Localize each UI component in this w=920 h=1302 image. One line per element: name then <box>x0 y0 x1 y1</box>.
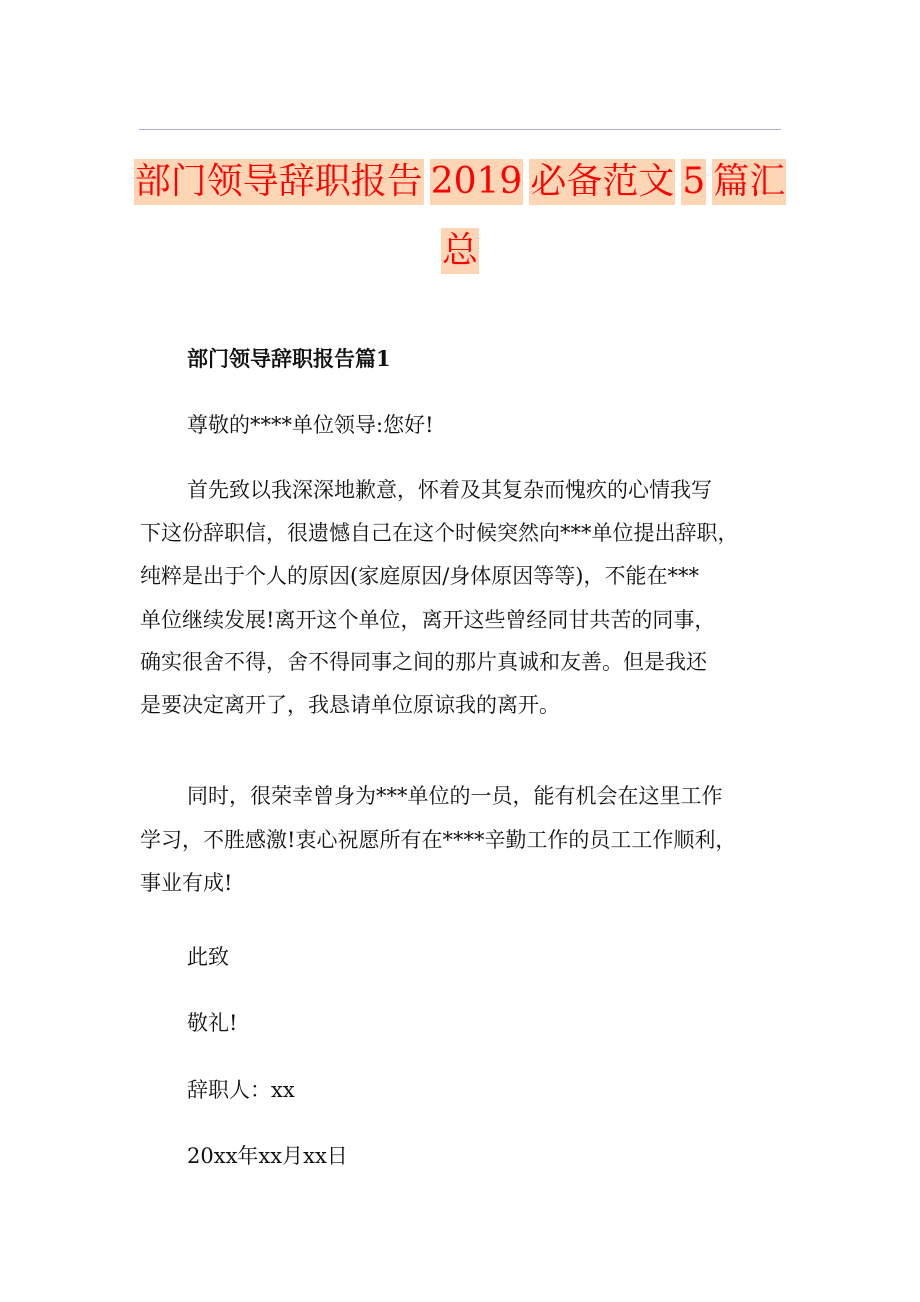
closing-salutation: 此致 <box>187 945 229 969</box>
date-line: 20xx年xx月xx日 <box>187 1144 348 1168</box>
greeting-line: 尊敬的****单位领导:您好! <box>187 413 434 437</box>
paragraph-line: 单位继续发展!离开这个单位，离开这些曾经同甘共苦的同事， <box>140 608 716 632</box>
section-heading: 部门领导辞职报告篇1 <box>187 346 391 371</box>
paragraph-line: 事业有成! <box>140 871 233 895</box>
paragraph-line: 首先致以我深深地歉意，怀着及其复杂而愧疚的心情我写 <box>187 478 712 502</box>
document-title-line-1 <box>0 159 920 205</box>
paragraph-line: 确实很舍不得，舍不得同事之间的那片真诚和友善。但是我还 <box>140 650 707 674</box>
paragraph-line: 纯粹是出于个人的原因(家庭原因/身体原因等等)，不能在*** <box>140 564 699 588</box>
paragraph-line: 是要决定离开了，我恳请单位原谅我的离开。 <box>140 693 560 717</box>
paragraph-line: 学习，不胜感激!衷心祝愿所有在****辛勤工作的员工工作顺利， <box>140 828 737 852</box>
top-divider-rule <box>139 129 781 130</box>
title-segment-year: 2019 <box>430 159 524 205</box>
paragraph-line: 下这份辞职信，很遗憾自己在这个时候突然向***单位提出辞职， <box>140 521 739 545</box>
closing-regards: 敬礼! <box>187 1011 238 1035</box>
document-title-line-2 <box>0 228 920 274</box>
title-segment-count: 5 <box>681 159 706 205</box>
title-segment: 必备范文 <box>529 159 675 205</box>
title-segment: 部门领导辞职报告 <box>134 159 424 205</box>
paragraph-line: 同时，很荣幸曾身为***单位的一员，能有机会在这里工作 <box>187 784 723 808</box>
signature-line: 辞职人：xx <box>187 1078 295 1102</box>
title-segment: 总 <box>441 228 479 274</box>
title-segment: 篇汇 <box>712 159 786 205</box>
